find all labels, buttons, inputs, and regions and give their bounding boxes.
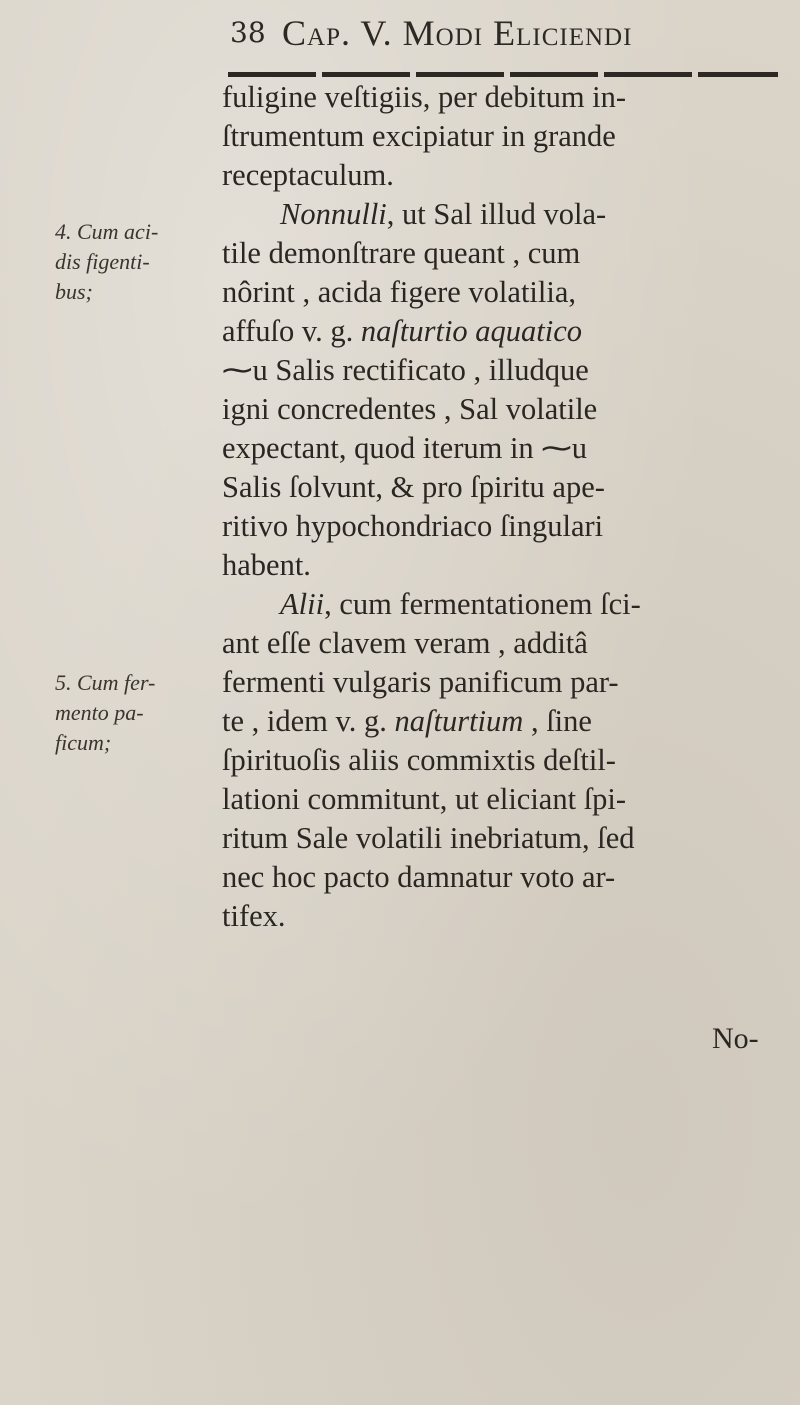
running-head: Cap. V. Modi Eliciendi [282, 13, 633, 53]
text-line: affuſo v. g. naſturtio aquatico [222, 314, 583, 348]
text-line: ſtrumentum excipiatur in grande [222, 119, 616, 153]
italic-word: Nonnulli [280, 197, 387, 231]
margin-note-line: bus; [55, 279, 93, 304]
text-line: te , idem v. g. naſturtium , ſine [222, 704, 592, 738]
text-line: ant eſſe clavem veram , additâ [222, 626, 588, 660]
margin-note-line: mento pa- [55, 700, 144, 725]
text-line: expectant, quod iterum in ⁓u [222, 431, 588, 465]
text-line: ritum Sale volatili inebriatum, ſed [222, 821, 635, 855]
text-line: igni concredentes , Sal volatile [222, 392, 598, 426]
text-line: habent. [222, 548, 311, 582]
text-line: receptaculum. [222, 158, 394, 192]
page-header [220, 10, 780, 70]
margin-note-2 [55, 668, 220, 758]
text-line: ⁓u Salis rectificato , illudque [222, 353, 589, 387]
body-text [222, 78, 782, 936]
catchword: No- [712, 1022, 759, 1055]
text-line: fermenti vulgaris panificum par- [222, 665, 619, 699]
margin-note-line: 5. Cum fer- [55, 670, 156, 695]
text-line: Salis ſolvunt, & pro ſpiritu ape- [222, 470, 605, 504]
page-number: 38 [230, 16, 266, 49]
text-line: tifex. [222, 899, 286, 933]
text-line: fuligine veſtigiis, per debitum in- [222, 80, 627, 114]
italic-word: naſturtium [394, 704, 524, 738]
text-line: tile demonſtrare queant , cum [222, 236, 581, 270]
header-rule [228, 72, 778, 77]
margin-note-line: dis figenti- [55, 249, 150, 274]
text-line: Nonnulli, ut Sal illud vola- [280, 197, 607, 231]
margin-note-line: 4. Cum aci- [55, 219, 159, 244]
text-line: Alii, cum fermentationem ſci- [280, 587, 641, 621]
text-line: nec hoc pacto damnatur voto ar- [222, 860, 616, 894]
margin-note-1 [55, 217, 220, 307]
margin-note-line: ficum; [55, 730, 112, 755]
text-line: lationi commitunt, ut eliciant ſpi- [222, 782, 627, 816]
text-line: nôrint , acida figere volatilia, [222, 275, 576, 309]
text-line: ſpirituoſis aliis commixtis deſtil- [222, 743, 616, 777]
text-line: ritivo hypochondriaco ſingulari [222, 509, 604, 543]
italic-word: Alii [280, 587, 325, 621]
italic-word: naſturtio aquatico [360, 314, 583, 348]
